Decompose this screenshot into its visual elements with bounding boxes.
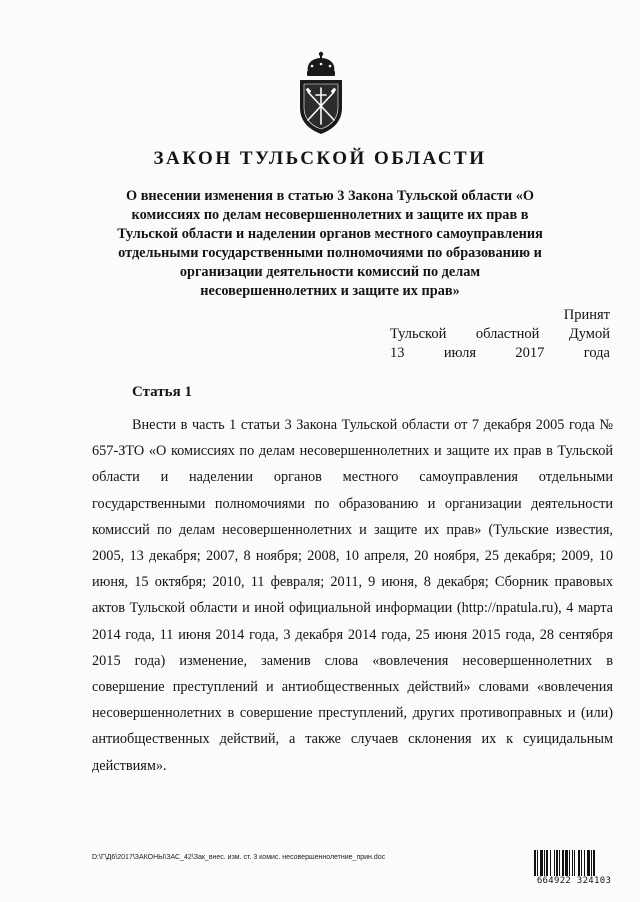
article-body: Внести в часть 1 статьи 3 Закона Тульской области от 7 декабря 2005 года № 657-ЗТО «О комиссиях по делам несовершеннолетних и защите их прав в Тульской области и наделении органов местного самоуправления отдельными государственными полномочиями по образованию и организации деятельности комиссий по делам несовершеннолетних и защите их прав» (Тульские известия, 2005, 13 декабря; 2007, 8 ноября; 2008, 10 апреля, 20 ноября, 25 декабря; 2009, 10 июня, 15 октября; 2010, 11 февраля; 2011, 9 июня, 8 декабря; Сборник правовых актов Тульской области и иной официальной информации (http://npatula.ru), 4 марта 2014 года, 11 июня 2014 года, 3 декабря 2014 года, 25 июня 2015 года, 28 сентября 2015 года) изменение, заменив слова «вовлечения несовершеннолетних в совершение преступлений и антиобщественных действий» словами «вовлечения несовершеннолетних в совершение преступлений, других противоправных и (или) антиобщественных действий, а также случаев склонения их к суицидальным действиям». [92, 417, 613, 774]
adopted-by-word: Тульской [390, 326, 447, 342]
adoption-date-word: 13 [390, 345, 405, 361]
adopted-label: Принят [563, 307, 610, 323]
adoption-date-word: июля [443, 345, 477, 361]
barcode-number: 664922 324103 [536, 876, 612, 886]
adopted-by-word: областной [475, 326, 540, 342]
file-path-footer: D:\Г\Д6\2017\ЗАКОНЫ\ЗАС_42\Зак_внес. изм. ст. 3 комис. несовершеннолетние_прин.doc [92, 854, 386, 861]
adoption-date-line [390, 344, 610, 363]
law-title: ЗАКОН ТУЛЬСКОЙ ОБЛАСТИ [153, 148, 487, 169]
article-heading: Статья 1 [132, 384, 192, 400]
barcode-icon [534, 850, 614, 876]
coat-of-arms-emblem [294, 50, 348, 136]
adoption-block [390, 306, 610, 363]
law-subtitle: О внесении изменения в статью 3 Закона Тульской области «О комиссиях по делам несовершеннолетних и защите их прав в Тульской области и наделении органов местного самоуправления отдельными государственными полномочиями по образованию и организации деятельности комиссий по делам несовершеннолетних и защите их прав» [117, 188, 543, 299]
adoption-date-word: 2017 [515, 345, 545, 361]
adopted-by-word: Думой [568, 326, 610, 342]
adopted-by-line [390, 325, 610, 344]
crown-icon [307, 52, 335, 76]
adoption-date-word: года [583, 345, 610, 361]
